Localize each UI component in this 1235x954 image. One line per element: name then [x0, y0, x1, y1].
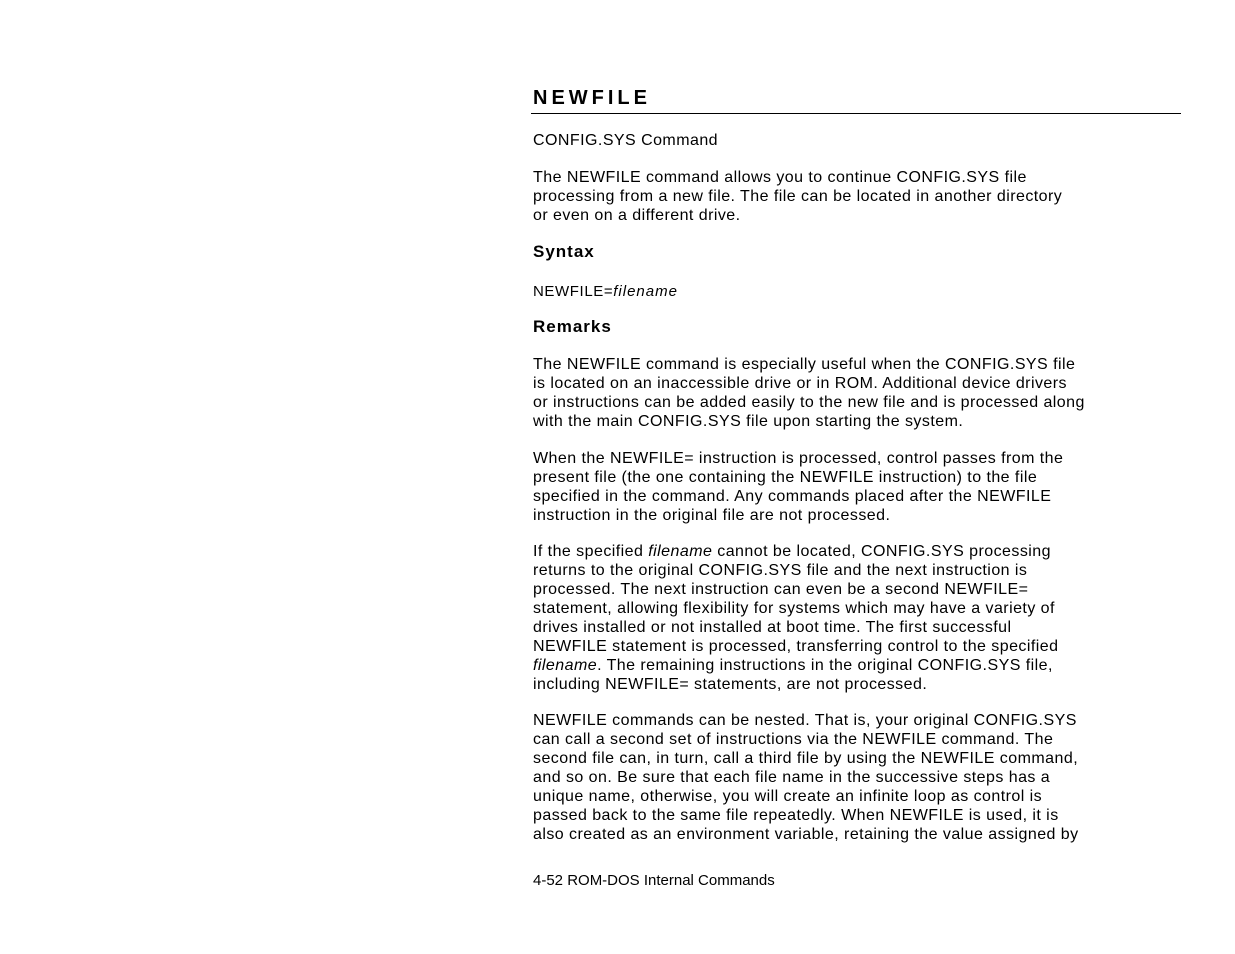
- page-footer: 4-52 ROM-DOS Internal Commands: [533, 872, 775, 889]
- remarks-paragraph-4: NEWFILE commands can be nested. That is, your original CONFIG.SYS can call a second set of instructions via the NEWFILE command. The second file can, in turn, call a third file by using the NEWFILE command, and so on. Be sure that each file name in the successive steps has a unique name, otherwise, you will create an infinite loop as control is passed back to the same file repeatedly. When NEWFILE is used, it is also created as an environment variable, retaining the value assigned by: [533, 712, 1079, 843]
- syntax-argument: filename: [613, 283, 678, 300]
- remarks-paragraph-1: The NEWFILE command is especially useful when the CONFIG.SYS file is located on an inaccessible drive or in ROM. Additional device drivers or instructions can be added easily to the new file and is processed along with the main CONFIG.SYS file upon starting the system.: [533, 356, 1085, 430]
- remarks-p3-part-c: . The remaining instructions in the original CONFIG.SYS file, including NEWFILE= statements, are not processed.: [533, 657, 1053, 693]
- remarks-paragraph-2: When the NEWFILE= instruction is processed, control passes from the present file (the one containing the NEWFILE instruction) to the file specified in the command. Any commands placed after the NEWFILE instruction in the original file are not processed.: [533, 450, 1064, 524]
- syntax-command: NEWFILE=: [533, 283, 614, 300]
- syntax-line: [533, 282, 678, 302]
- remarks-heading: Remarks: [533, 317, 612, 336]
- syntax-heading: Syntax: [533, 242, 595, 261]
- remarks-p3-filename-1: filename: [648, 543, 713, 560]
- remarks-p3-part-a: If the specified: [533, 543, 649, 560]
- command-type: CONFIG.SYS Command: [533, 132, 719, 149]
- document-page: [533, 85, 1181, 843]
- remarks-p3-filename-2: filename: [533, 657, 598, 674]
- title-rule: [531, 113, 1181, 114]
- page-title: NEWFILE: [533, 87, 651, 109]
- remarks-p3-part-b: cannot be located, CONFIG.SYS processing returns to the original CONFIG.SYS file and the next instruction is processed. The next instruction can even be a second NEWFILE= statement, allowing flexibility for systems which may have a variety of drives installed or not installed at boot time. The first successful NEWFILE statement is processed, transferring control to the specified: [533, 543, 1059, 655]
- remarks-paragraph-3: [533, 542, 1193, 694]
- intro-paragraph: The NEWFILE command allows you to continue CONFIG.SYS file processing from a new file. The file can be located in another directory or even on a different drive.: [533, 169, 1063, 224]
